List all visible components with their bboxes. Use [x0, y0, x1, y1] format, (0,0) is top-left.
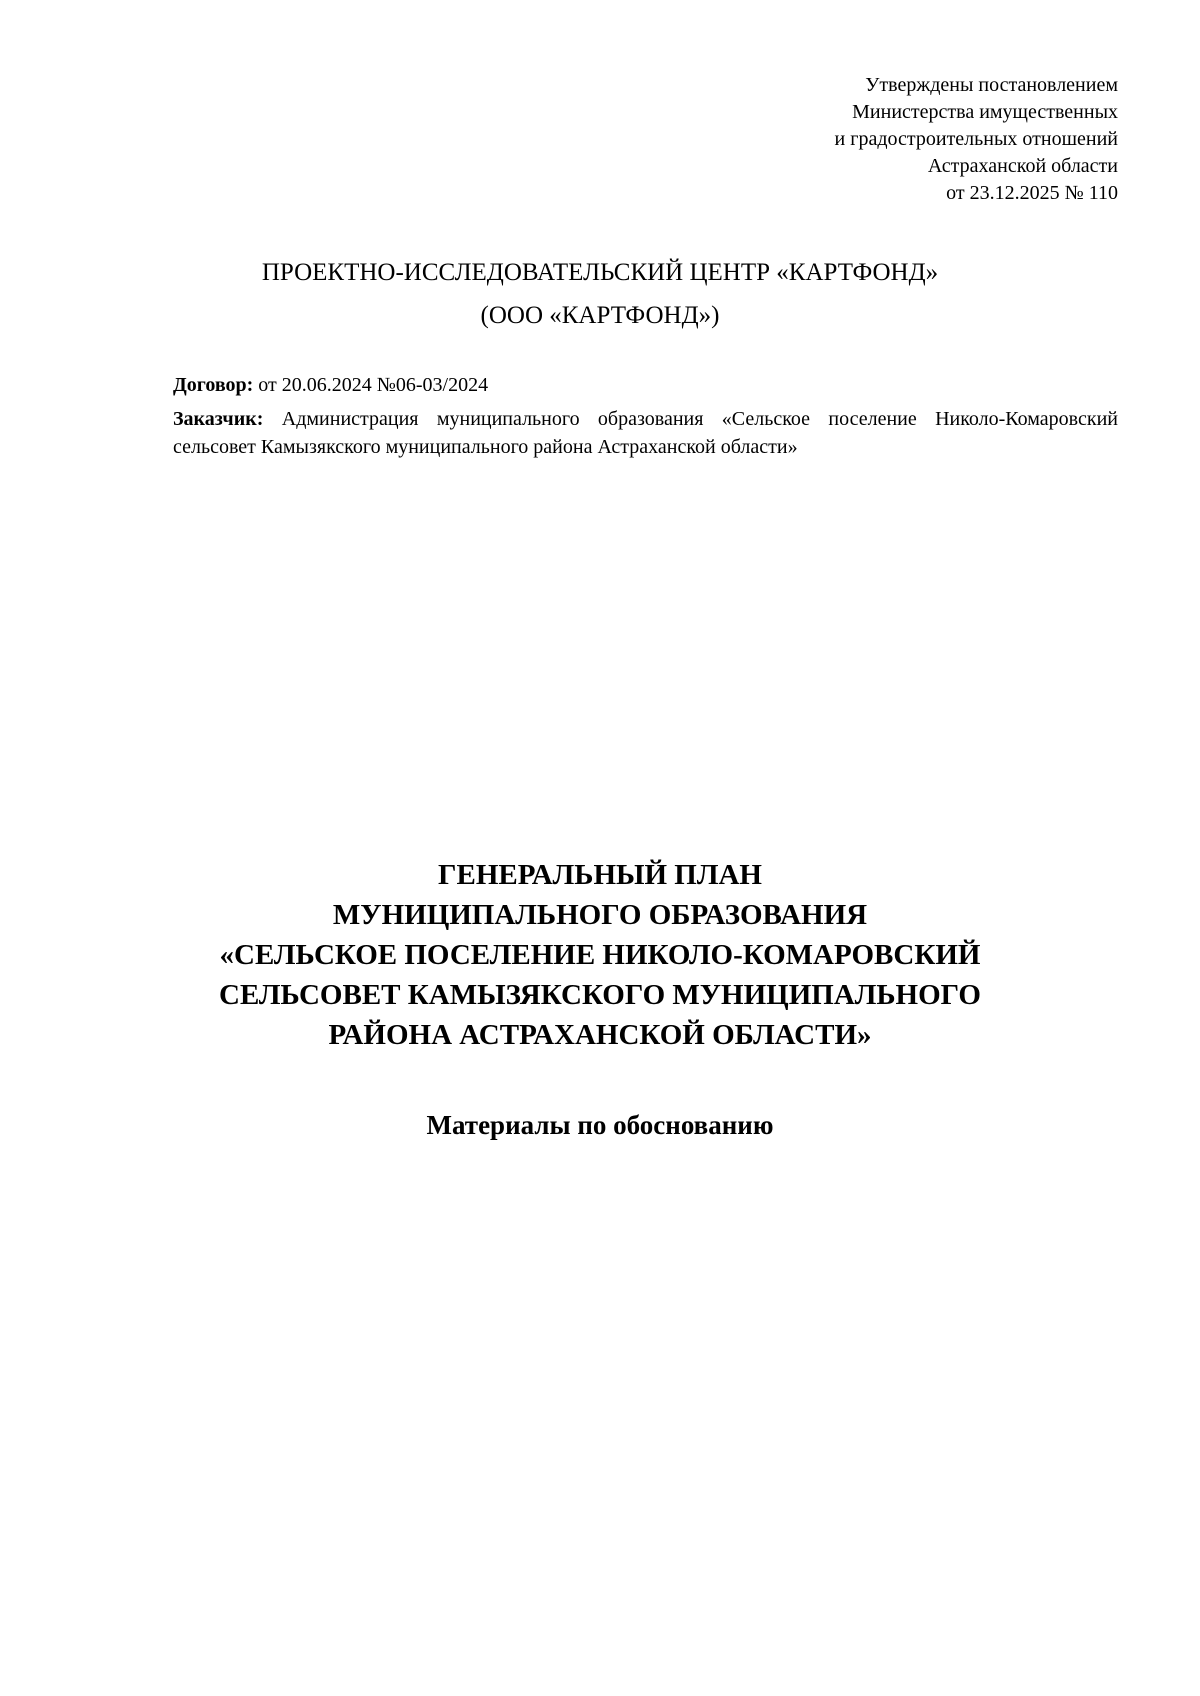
title-line: РАЙОНА АСТРАХАНСКОЙ ОБЛАСТИ»	[328, 1019, 872, 1051]
approval-line: и градостроительных отношений	[834, 128, 1118, 150]
document-title	[100, 855, 1100, 1055]
approval-line: Министерства имущественных	[852, 101, 1118, 123]
approval-line: Утверждены постановлением	[865, 74, 1118, 96]
organization-short-name: (ООО «КАРТФОНД»)	[480, 302, 720, 329]
approval-stamp-block	[558, 72, 1118, 207]
customer-info	[173, 405, 1118, 461]
approval-date-line: от 23.12.2025 № 110	[946, 182, 1118, 204]
contract-info	[173, 372, 1118, 399]
title-line: СЕЛЬСОВЕТ КАМЫЗЯКСКОГО МУНИЦИПАЛЬНОГО	[219, 979, 981, 1011]
document-subtitle: Материалы по обоснованию	[426, 1110, 774, 1140]
customer-label: Заказчик:	[173, 408, 264, 430]
title-line: МУНИЦИПАЛЬНОГО ОБРАЗОВАНИЯ	[332, 899, 868, 931]
customer-value: Администрация муниципального образования «Сельское поселение Николо-Комаровский сельсовет Камызякского муниципального района Астраханской области»	[173, 408, 1118, 458]
contract-value: от 20.06.2024 №06-03/2024	[253, 374, 489, 396]
contract-label: Договор:	[173, 374, 254, 396]
title-line: «СЕЛЬСКОЕ ПОСЕЛЕНИЕ НИКОЛО-КОМАРОВСКИЙ	[219, 939, 981, 971]
title-line: ГЕНЕРАЛЬНЫЙ ПЛАН	[438, 859, 762, 891]
approval-line: Астраханской области	[927, 155, 1118, 177]
organization-name: ПРОЕКТНО-ИССЛЕДОВАТЕЛЬСКИЙ ЦЕНТР «КАРТФОНД»	[261, 259, 939, 286]
